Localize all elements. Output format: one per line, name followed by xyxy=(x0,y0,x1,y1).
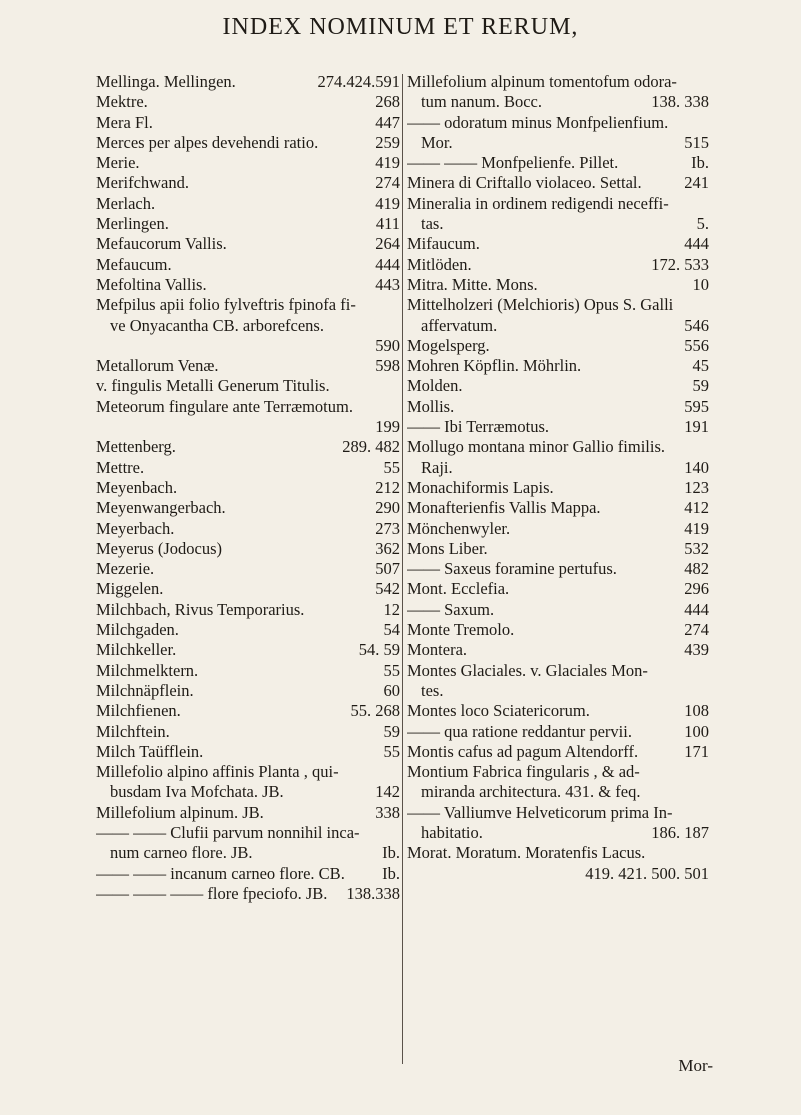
entry-text: Mohren Köpflin. Möhrlin. xyxy=(407,356,582,376)
entry-text: affervatum. xyxy=(421,315,498,335)
index-entry xyxy=(96,336,400,356)
entry-text: Meyenwangerbach. xyxy=(96,498,226,518)
entry-page-ref: 45 xyxy=(692,356,709,376)
index-entry xyxy=(407,661,709,681)
entry-text: Meyerus (Jodocus) xyxy=(96,538,223,558)
entry-page-ref: 590 xyxy=(375,335,400,355)
page-title: INDEX NOMINUM ET RERUM, xyxy=(222,14,579,40)
entry-text: Mollis. xyxy=(407,396,455,416)
entry-page-ref: 54. 59 xyxy=(358,640,400,660)
entry-text: Mifaucum. xyxy=(407,234,480,254)
index-entry xyxy=(407,133,709,153)
index-entry xyxy=(96,539,400,559)
index-entry xyxy=(407,356,709,376)
entry-text: Mont. Ecclefia. xyxy=(407,579,510,599)
entry-text: Mitlöden. xyxy=(407,254,472,274)
entry-page-ref: 100 xyxy=(684,721,709,741)
entry-text: Millefolium alpinum. JB. xyxy=(96,802,264,822)
entry-page-ref: 482 xyxy=(684,559,709,579)
entry-text: Meyenbach. xyxy=(96,477,178,497)
entry-text: Montium Fabrica fingularis , & ad- xyxy=(407,762,640,782)
index-entry xyxy=(407,295,709,315)
entry-text: —— —— Monfpelienfe. Pillet. xyxy=(407,153,619,173)
entry-text: Monachiformis Lapis. xyxy=(407,477,554,497)
index-entry xyxy=(96,234,400,254)
entry-text: tum nanum. Bocc. xyxy=(421,92,542,112)
index-entry xyxy=(96,113,400,133)
entry-text: Mefaucum. xyxy=(96,254,172,274)
entry-text: Mineralia in ordinem redigendi neceffi- xyxy=(407,193,669,213)
index-entry xyxy=(407,72,709,92)
entry-page-ref: 54 xyxy=(383,620,400,640)
index-entry xyxy=(407,234,709,254)
entry-page-ref: 598 xyxy=(375,356,400,376)
index-entry xyxy=(96,579,400,599)
entry-text: Mezerie. xyxy=(96,559,155,579)
index-entry xyxy=(96,478,400,498)
index-entry xyxy=(96,701,400,721)
entry-page-ref: 60 xyxy=(383,680,400,700)
entry-text: Monte Tremolo. xyxy=(407,620,515,640)
index-entry xyxy=(96,559,400,579)
index-entry xyxy=(407,864,709,884)
entry-text: Mettre. xyxy=(96,457,145,477)
entry-page-ref: 444 xyxy=(684,599,709,619)
entry-page-ref: 274 xyxy=(684,620,709,640)
index-entry xyxy=(407,173,709,193)
index-entry xyxy=(96,437,400,457)
entry-page-ref: 212 xyxy=(375,477,400,497)
entry-page-ref: 123 xyxy=(684,477,709,497)
index-entry xyxy=(407,762,709,782)
entry-text: Metallorum Venæ. xyxy=(96,356,219,376)
index-entry xyxy=(407,843,709,863)
entry-page-ref: 10 xyxy=(692,274,709,294)
entry-text: Mor. xyxy=(421,132,453,152)
entry-text: —— —— incanum carneo flore. CB. xyxy=(96,863,345,883)
index-entry xyxy=(96,173,400,193)
index-entry xyxy=(407,722,709,742)
index-entry xyxy=(96,803,400,823)
index-entry xyxy=(96,843,400,863)
entry-page-ref: 172. 533 xyxy=(651,254,709,274)
entry-text: Morat. Moratum. Moratenfis Lacus. xyxy=(407,843,646,863)
entry-text: —— Saxeus foramine pertufus. xyxy=(407,559,617,579)
index-entry xyxy=(407,458,709,478)
index-entry xyxy=(407,417,709,437)
entry-text: Milchkeller. xyxy=(96,640,177,660)
index-entry xyxy=(407,255,709,275)
index-entry xyxy=(96,681,400,701)
entry-text: Mogelsperg. xyxy=(407,335,490,355)
entry-text: habitatio. xyxy=(421,822,483,842)
index-entry xyxy=(96,823,400,843)
entry-page-ref: 138.338 xyxy=(346,883,400,903)
index-entry xyxy=(96,275,400,295)
entry-text: Montes Glaciales. v. Glaciales Mon- xyxy=(407,660,648,680)
entry-text: Merlingen. xyxy=(96,214,169,234)
index-entry xyxy=(96,762,400,782)
entry-text: miranda architectura. 431. & feq. xyxy=(421,782,641,802)
index-entry xyxy=(407,803,709,823)
entry-page-ref: 411 xyxy=(375,214,400,234)
index-entry xyxy=(96,214,400,234)
entry-text: Molden. xyxy=(407,376,463,396)
entry-page-ref: 419. 421. 500. 501 xyxy=(585,863,709,883)
entry-text: Mektre. xyxy=(96,92,148,112)
column-divider xyxy=(402,74,403,1064)
entry-text: tas. xyxy=(421,214,444,234)
entry-text: Milch Taüfflein. xyxy=(96,741,204,761)
index-entry xyxy=(96,519,400,539)
entry-page-ref: 290 xyxy=(375,498,400,518)
entry-page-ref: 419 xyxy=(375,193,400,213)
entry-text: v. fingulis Metalli Generum Titulis. xyxy=(96,376,330,396)
entry-page-ref: Ib. xyxy=(382,863,400,883)
entry-page-ref: 338 xyxy=(375,802,400,822)
entry-page-ref: 186. 187 xyxy=(651,822,709,842)
entry-page-ref: 12 xyxy=(383,599,400,619)
index-entry xyxy=(96,376,400,396)
entry-page-ref: 142 xyxy=(375,782,400,802)
entry-text: Millefolium alpinum tomentofum odora- xyxy=(407,72,677,91)
entry-page-ref: 542 xyxy=(375,579,400,599)
entry-page-ref: 140 xyxy=(684,457,709,477)
index-entry xyxy=(407,376,709,396)
entry-page-ref: 362 xyxy=(375,538,400,558)
entry-text: Merie. xyxy=(96,153,140,173)
right-column xyxy=(407,72,709,884)
index-entry xyxy=(407,92,709,112)
entry-page-ref: 274.424.591 xyxy=(317,72,400,91)
entry-page-ref: 171 xyxy=(684,741,709,761)
entry-text: Raji. xyxy=(421,457,453,477)
entry-page-ref: 444 xyxy=(684,234,709,254)
entry-text: num carneo flore. JB. xyxy=(110,843,253,863)
index-entry xyxy=(96,194,400,214)
entry-page-ref: 241 xyxy=(684,173,709,193)
entry-page-ref: 556 xyxy=(684,335,709,355)
index-entry xyxy=(407,153,709,173)
entry-text: Montera. xyxy=(407,640,468,660)
index-entry xyxy=(407,620,709,640)
entry-page-ref: 419 xyxy=(375,153,400,173)
index-entry xyxy=(96,72,400,92)
entry-page-ref: 264 xyxy=(375,234,400,254)
entry-text: —— —— Clufii parvum nonnihil inca- xyxy=(96,822,360,842)
index-entry xyxy=(407,823,709,843)
index-entry xyxy=(96,92,400,112)
entry-page-ref: 138. 338 xyxy=(651,92,709,112)
index-entry xyxy=(96,742,400,762)
index-entry xyxy=(96,782,400,802)
entry-text: Monafterienfis Vallis Mappa. xyxy=(407,498,601,518)
index-entry xyxy=(96,600,400,620)
entry-page-ref: 59 xyxy=(692,376,709,396)
entry-text: Merlach. xyxy=(96,193,156,213)
entry-text: Montes loco Sciatericorum. xyxy=(407,701,590,721)
entry-text: Mefaucorum Vallis. xyxy=(96,234,227,254)
index-entry xyxy=(407,681,709,701)
entry-page-ref: 199 xyxy=(375,417,400,437)
entry-page-ref: 412 xyxy=(684,498,709,518)
entry-text: Miggelen. xyxy=(96,579,164,599)
entry-page-ref: 55 xyxy=(383,457,400,477)
index-entry xyxy=(96,640,400,660)
index-entry xyxy=(407,539,709,559)
index-entry xyxy=(407,519,709,539)
entry-page-ref: 55. 268 xyxy=(350,701,400,721)
entry-page-ref: 443 xyxy=(375,274,400,294)
entry-page-ref: 59 xyxy=(383,721,400,741)
entry-text: Montis cafus ad pagum Altendorff. xyxy=(407,741,639,761)
index-entry xyxy=(407,579,709,599)
entry-text: Mitra. Mitte. Mons. xyxy=(407,274,538,294)
entry-page-ref: 515 xyxy=(684,132,709,152)
entry-page-ref: 259 xyxy=(375,132,400,152)
entry-page-ref: 296 xyxy=(684,579,709,599)
entry-text: Milchnäpflein. xyxy=(96,680,194,700)
entry-page-ref: 274 xyxy=(375,173,400,193)
index-entry xyxy=(407,742,709,762)
index-entry xyxy=(407,498,709,518)
entry-text: Mollugo montana minor Gallio fimilis. xyxy=(407,437,666,457)
index-entry xyxy=(407,397,709,417)
index-entry xyxy=(96,153,400,173)
index-entry xyxy=(96,458,400,478)
entry-page-ref: 191 xyxy=(684,417,709,437)
index-entry xyxy=(407,478,709,498)
index-entry xyxy=(407,701,709,721)
index-entry xyxy=(96,661,400,681)
entry-text: Milchftein. xyxy=(96,721,170,741)
entry-text: —— Valliumve Helveticorum prima In- xyxy=(407,802,673,822)
entry-page-ref: 447 xyxy=(375,112,400,132)
entry-page-ref: 55 xyxy=(383,741,400,761)
entry-text: Millefolio alpino affinis Planta , qui- xyxy=(96,762,339,782)
entry-page-ref: 546 xyxy=(684,315,709,335)
index-entry xyxy=(96,397,400,417)
index-entry xyxy=(96,722,400,742)
entry-text: Mittelholzeri (Melchioris) Opus S. Galli xyxy=(407,295,674,315)
entry-page-ref: 507 xyxy=(375,559,400,579)
entry-page-ref: 444 xyxy=(375,254,400,274)
index-entry xyxy=(96,255,400,275)
index-entry xyxy=(96,864,400,884)
index-entry xyxy=(407,600,709,620)
index-entry xyxy=(96,884,400,904)
entry-text: Milchmelktern. xyxy=(96,660,199,680)
index-entry xyxy=(407,113,709,133)
entry-text: Merces per alpes devehendi ratio. xyxy=(96,132,319,152)
entry-text: Mons Liber. xyxy=(407,538,488,558)
index-entry xyxy=(407,782,709,802)
index-entry xyxy=(407,194,709,214)
entry-text: Mönchenwyler. xyxy=(407,518,511,538)
index-entry xyxy=(96,620,400,640)
entry-text: —— Ibi Terræmotus. xyxy=(407,417,549,437)
index-entry xyxy=(96,356,400,376)
catchword: Mor- xyxy=(678,1056,713,1075)
entry-text: ve Onyacantha CB. arborefcens. xyxy=(110,315,324,335)
left-column xyxy=(96,72,400,904)
entry-page-ref: 289. 482 xyxy=(342,437,400,457)
index-entry xyxy=(407,214,709,234)
entry-text: Mefoltina Vallis. xyxy=(96,274,207,294)
entry-text: —— Saxum. xyxy=(407,599,495,619)
entry-text: Mefpilus apii folio fylveftris fpinofa fi- xyxy=(96,295,356,315)
index-entry xyxy=(96,498,400,518)
entry-text: Mettenberg. xyxy=(96,437,176,457)
entry-page-ref: 273 xyxy=(375,518,400,538)
entry-page-ref: 55 xyxy=(383,660,400,680)
index-entry xyxy=(407,275,709,295)
index-entry xyxy=(407,437,709,457)
index-entry xyxy=(407,336,709,356)
entry-text: Mera Fl. xyxy=(96,112,153,132)
entry-text: Merifchwand. xyxy=(96,173,190,193)
index-entry xyxy=(96,316,400,336)
index-entry xyxy=(407,559,709,579)
entry-text: Milchbach, Rivus Temporarius. xyxy=(96,599,305,619)
entry-text: tes. xyxy=(421,680,444,700)
entry-page-ref: 439 xyxy=(684,640,709,660)
entry-text: Milchfienen. xyxy=(96,701,181,721)
entry-page-ref: Ib. xyxy=(691,153,709,173)
index-entry xyxy=(407,640,709,660)
entry-page-ref: 5. xyxy=(696,214,709,234)
entry-page-ref: 268 xyxy=(375,92,400,112)
entry-text: Meteorum fingulare ante Terræmotum. xyxy=(96,396,353,416)
entry-text: Milchgaden. xyxy=(96,620,179,640)
entry-page-ref: Ib. xyxy=(382,843,400,863)
index-entry xyxy=(96,417,400,437)
entry-text: Minera di Criftallo violaceo. Settal. xyxy=(407,173,642,193)
entry-text: Meyerbach. xyxy=(96,518,175,538)
entry-text: —— odoratum minus Monfpelienfium. xyxy=(407,112,669,132)
entry-text: —— —— —— flore fpeciofo. JB. xyxy=(96,883,328,903)
index-entry xyxy=(407,316,709,336)
entry-text: Mellinga. Mellingen. xyxy=(96,72,236,91)
index-entry xyxy=(96,295,400,315)
entry-page-ref: 108 xyxy=(684,701,709,721)
entry-page-ref: 532 xyxy=(684,538,709,558)
entry-page-ref: 419 xyxy=(684,518,709,538)
index-entry xyxy=(96,133,400,153)
entry-text: busdam Iva Mofchata. JB. xyxy=(110,782,284,802)
entry-page-ref: 595 xyxy=(684,396,709,416)
entry-text: —— qua ratione reddantur pervii. xyxy=(407,721,632,741)
